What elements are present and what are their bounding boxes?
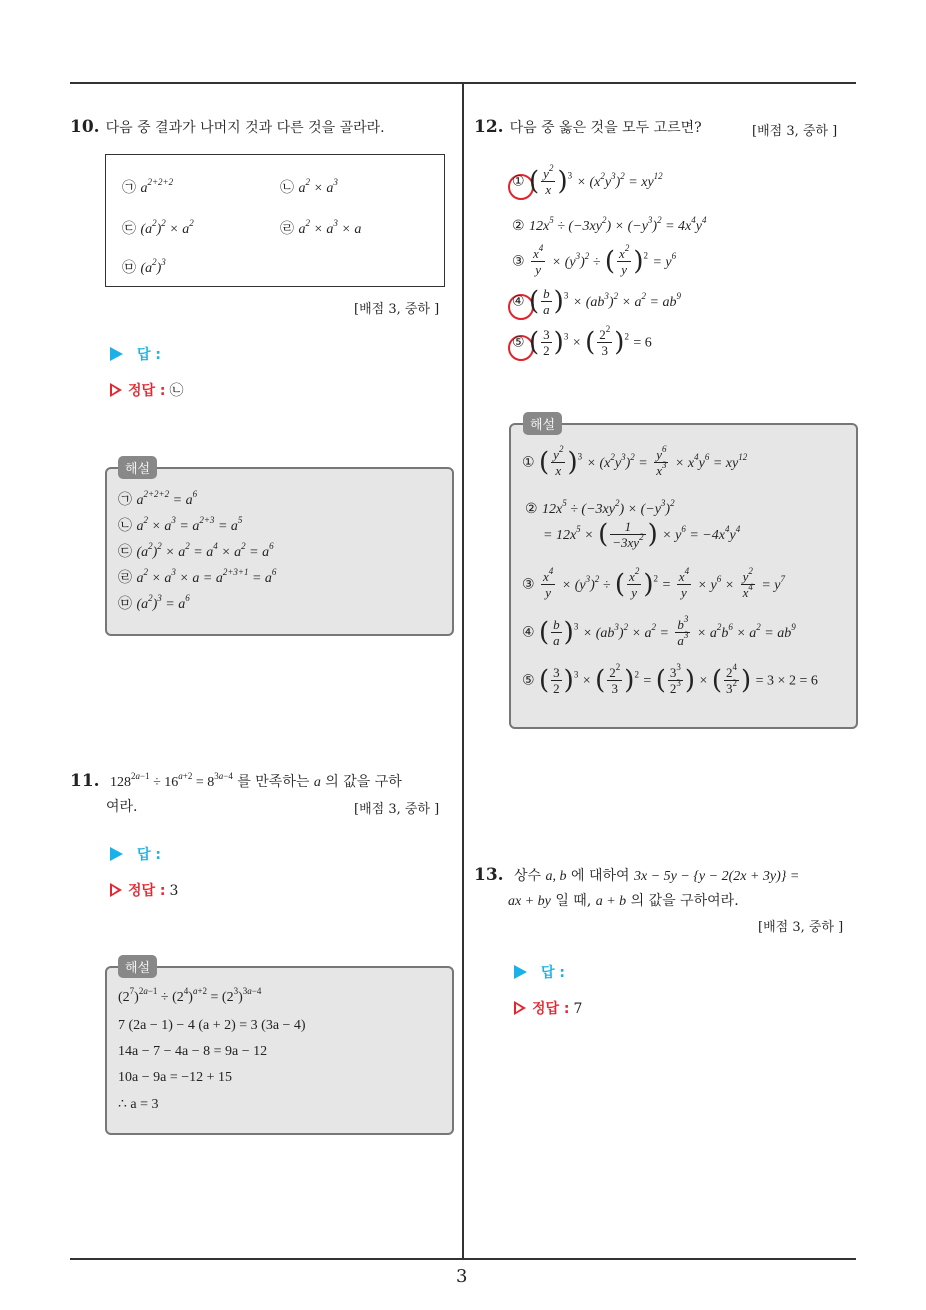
q11-sol-line-1: $(2^7)^{2a-1} \div (2^4)^{a+2} = (2^3)^{3a-4}$ [118, 986, 262, 1005]
q10-sol-line-1: ㉠ $a^{2+2+2} = a^6$ [118, 489, 198, 508]
q12-number: 12. [474, 117, 504, 137]
q13-text-b: a, b [545, 869, 567, 884]
q11-solution-tag: 해설 [118, 955, 157, 978]
q13-text-g: a + b [595, 894, 627, 909]
q10-sol-line-3: ㉢ $(a^2)^2 \times a^2 = a^4 \times a^2 = a^6$ [118, 541, 274, 560]
q10-correct [110, 380, 184, 400]
q12-option-2: ② $12x^5 \div (-3xy^2) \times (-y^3)^2 = 4x^4y^4$ [512, 215, 707, 234]
q10-option-4 [280, 218, 361, 238]
q13-text-f: 일 때, [555, 893, 592, 909]
q10-option-2 [280, 177, 338, 197]
q10-sol-line-2: ㉡ $a^2 \times a^3 = a^{2+3} = a^5$ [118, 515, 243, 534]
q12-sol-line-3: = $12x^5$ × ( $\frac{1}{-3xy^2}$ ) × $y^6 = -4x^4y^4$ [543, 519, 741, 550]
q10-number: 10. [70, 117, 100, 137]
q13-number: 13. [474, 865, 504, 885]
q10-options-box [105, 154, 445, 287]
q10-answer-label: 답 : [137, 347, 161, 363]
q10-option-1-mark: ㉠ [122, 180, 136, 196]
q11-correct-value: 3 [169, 883, 179, 899]
q12-sol-line-4: ③ $\frac{x^4}{y}$ × $(y^3)^2$ ÷ ( $\frac{x^2}{y}$ )$^2$ = $\frac{x^4}{y}$ × $y^6$ × $\frac{y^2}{x^4}$ = $y^7$ [522, 566, 786, 600]
q10-sol-line-4: ㉣ $a^2 \times a^3 \times a = a^{2+3+1} = a^6$ [118, 567, 277, 586]
q10-text: 다음 중 결과가 나머지 것과 다른 것을 골라라. [105, 120, 385, 136]
q11-correct-label: 정답 : [128, 883, 166, 899]
q10-correct-label: 정답 : [128, 383, 166, 399]
q10-answer-line[interactable] [110, 344, 161, 364]
q12-text: 다음 중 옳은 것을 모두 고르면? [509, 120, 702, 136]
q10-option-3-expr: $(a^2)^2 \times a^2$ [140, 218, 194, 237]
play-triangle-icon [110, 347, 123, 361]
q12-sol-line-2: ② $12x^5 \div (-3xy^2) \times (-y^3)^2$ [525, 498, 675, 517]
q13-text-h: 의 값을 구하여라. [630, 893, 739, 909]
q12-question [474, 114, 702, 141]
q13-text-c: 에 대하여 [571, 868, 630, 884]
q10-correct-value: ㉡ [169, 383, 184, 399]
q11-question [70, 768, 460, 796]
outline-triangle-icon [110, 383, 122, 397]
q11-sol-line-4: 10a − 9a = −12 + 15 [118, 1070, 233, 1085]
q11-number: 11. [70, 771, 100, 791]
q12-option-3: ③ $\frac{x^4}{y}$ × $(y^3)^2$ ÷ ( $\frac{x^2}{y}$ )$^2 = y^6$ [512, 243, 677, 277]
q11-sol-line-5: ∴ a = 3 [118, 1097, 159, 1112]
bottom-rule [70, 1258, 856, 1260]
column-divider [462, 84, 464, 1259]
q11-text-b: 를 만족하는 [237, 774, 310, 790]
q11-answer-line[interactable] [110, 844, 161, 864]
q12-sol-line-5: ④ ( $\frac{b}{a}$ )$^3 \times (ab^3)^2 \times a^2$ = $\frac{b^3}{a^3}$ × $a^2b^6 \times a^2 = ab^9$ [522, 614, 796, 648]
q10-option-2-mark: ㉡ [280, 180, 294, 196]
q10-option-1 [122, 177, 173, 197]
outline-triangle-icon [110, 883, 122, 897]
q13-answer-line[interactable] [514, 962, 565, 982]
q12-option-5: ⑤ ( $\frac{3}{2}$ )$^3$ × ( $\frac{2^2}{3}$ )$^2$ = 6 [512, 324, 652, 358]
q13-answer-label: 답 : [541, 965, 565, 981]
q11-score: [배점 3, 중하 ] [354, 802, 440, 817]
q11-sol-line-3: 14a − 7 − 4a − 8 = 9a − 12 [118, 1044, 268, 1059]
q10-score: [배점 3, 중하 ] [354, 302, 440, 317]
q13-question-line2 [508, 888, 739, 915]
q12-option-4-mark: ④ [512, 293, 525, 310]
q12-option-5-mark: ⑤ [512, 334, 525, 351]
q13-correct [514, 998, 582, 1018]
q10-option-4-expr: $a^2 \times a^3 \times a$ [298, 218, 362, 237]
outline-triangle-icon [514, 1001, 526, 1015]
q12-sol-line-1: ① ( $\frac{y^2}{x}$ )$^3 \times (x^2y^3)^2$ = $\frac{y^6}{x^3}$ × $x^4y^6 = xy^{12}$ [522, 444, 748, 478]
q10-option-5-expr: $(a^2)^3$ [140, 257, 166, 276]
q11-text-d: 의 값을 구하 [325, 774, 402, 790]
q10-solution-tag: 해설 [118, 456, 157, 479]
q11-solution-box [105, 966, 454, 1135]
page-number: 3 [456, 1266, 468, 1287]
q11-correct [110, 880, 178, 900]
q13-correct-value: 7 [573, 1001, 583, 1017]
q10-option-3-mark: ㉢ [122, 221, 136, 237]
q13-text-d: 3x − 5y − {y − 2(2x + 3y)} = [634, 869, 800, 884]
q11-sol-line-2: 7 (2a − 1) − 4 (a + 2) = 3 (3a − 4) [118, 1018, 306, 1033]
q10-option-4-mark: ㉣ [280, 221, 294, 237]
q12-option-1: ① ( $\frac{y^2}{x}$ )$^3 \times (x^2y^3)^2 = xy^{12}$ [512, 163, 663, 197]
q13-text-e: ax + by [508, 894, 551, 909]
q11-equation: $128^{2a-1} \div 16^{a+2} = 8^{3a-4}$ [110, 771, 233, 790]
q13-question [474, 862, 864, 890]
q12-solution-tag: 해설 [523, 412, 562, 435]
q12-option-2-mark: ② [512, 218, 525, 234]
q10-option-3 [122, 218, 194, 238]
q10-question [70, 114, 455, 141]
play-triangle-icon [514, 965, 527, 979]
q12-score: [배점 3, 중하 ] [752, 124, 838, 139]
q10-option-5 [122, 257, 166, 277]
q13-text-a: 상수 [514, 868, 542, 884]
q13-score: [배점 3, 중하 ] [758, 920, 844, 935]
q10-option-5-mark: ㉤ [122, 260, 136, 276]
q12-solution-box [509, 423, 858, 729]
q10-sol-line-5: ㉤ $(a^2)^3 = a^6$ [118, 593, 190, 612]
q10-solution-box [105, 467, 454, 636]
q10-option-2-expr: $a^2 \times a^3$ [298, 177, 338, 196]
q12-option-1-mark: ① [512, 173, 525, 190]
q12-option-3-mark: ③ [512, 253, 525, 270]
q11-text-c: a [313, 775, 321, 790]
q12-sol-line-6: ⑤ ( $\frac{3}{2}$ )$^3$ × ( $\frac{2^2}{3}$ )$^2$ = ( $\frac{3^3}{2^3}$ ) × ( $\frac{2^4}{3^2}$ ) = 3 × 2 = 6 [522, 662, 818, 696]
q11-answer-label: 답 : [137, 847, 161, 863]
q10-option-1-expr: $a^{2+2+2}$ [140, 177, 174, 196]
q11-text-e: 여라. [106, 799, 138, 815]
q12-option-4: ④ ( $\frac{b}{a}$ )$^3 \times (ab^3)^2 \times a^2 = ab^9$ [512, 286, 681, 317]
play-triangle-icon [110, 847, 123, 861]
q13-correct-label: 정답 : [532, 1001, 570, 1017]
